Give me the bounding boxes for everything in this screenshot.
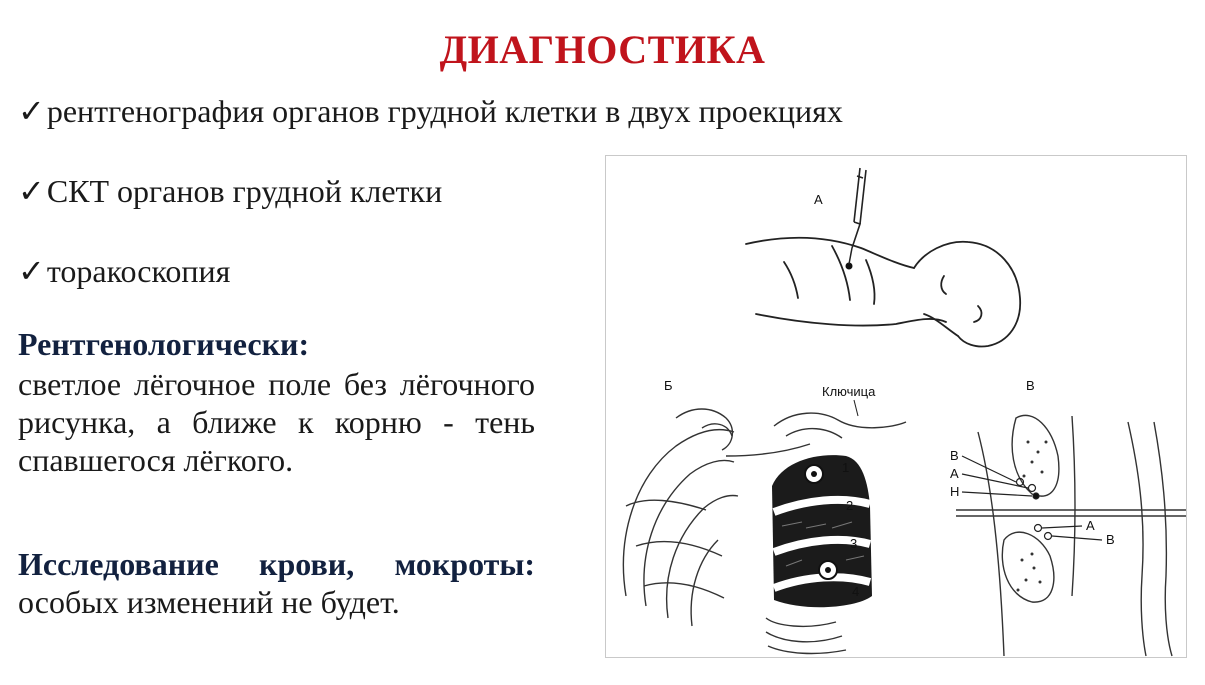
- patient-figure: [746, 238, 1020, 347]
- xray-description: светлое лёгочное поле без лёгочного рисунка, а ближе к корню - тень спавшегося лёгкого.: [18, 366, 535, 478]
- label-left-v: В: [950, 448, 959, 463]
- label-left-n: Н: [950, 484, 960, 499]
- rib-cage-left: [623, 409, 738, 626]
- checkmark-icon: ✓: [18, 93, 45, 129]
- rib-number-3: 3: [850, 536, 858, 551]
- label-right-a: А: [1086, 518, 1095, 533]
- label-left-a: А: [950, 466, 959, 481]
- checkmark-icon: ✓: [18, 253, 45, 289]
- intercostal-cross-section: [956, 415, 1186, 656]
- bullet-ct: [18, 172, 442, 210]
- bullet-text: рентгенография органов грудной клетки в двух проекциях: [46, 93, 843, 129]
- bullet-radiography: [18, 92, 843, 130]
- blood-sputum-paragraph: [18, 546, 535, 622]
- rib-number-4: 4: [852, 584, 860, 599]
- needle-icon: [852, 168, 866, 248]
- blood-text: особых изменений не будет.: [18, 583, 400, 620]
- medical-illustration-svg: [606, 156, 1186, 657]
- panel-c-label: В: [1026, 378, 1035, 393]
- xray-heading: Рентгенологически:: [18, 326, 310, 362]
- label-right-v: В: [1106, 532, 1115, 547]
- blood-heading: Исследование крови, мокроты:: [18, 546, 535, 582]
- thoracentesis-illustration: [605, 155, 1187, 658]
- slide-title: ДИАГНОСТИКА: [439, 27, 766, 72]
- clavicle-label: Ключица: [822, 384, 876, 399]
- bullet-text: торакоскопия: [46, 253, 231, 289]
- clavicle-pointer: [854, 400, 858, 416]
- rib-number-1: 1: [842, 460, 850, 475]
- bullet-thoracoscopy: [18, 252, 230, 290]
- panel-b-label: Б: [664, 378, 673, 393]
- needle-tip: [849, 248, 852, 264]
- checkmark-icon: ✓: [18, 173, 45, 209]
- panel-a-label: А: [814, 192, 823, 207]
- bullet-text: СКТ органов грудной клетки: [46, 173, 443, 209]
- vessel-markers-upper: [962, 456, 1039, 499]
- rib-number-2: 2: [846, 498, 854, 513]
